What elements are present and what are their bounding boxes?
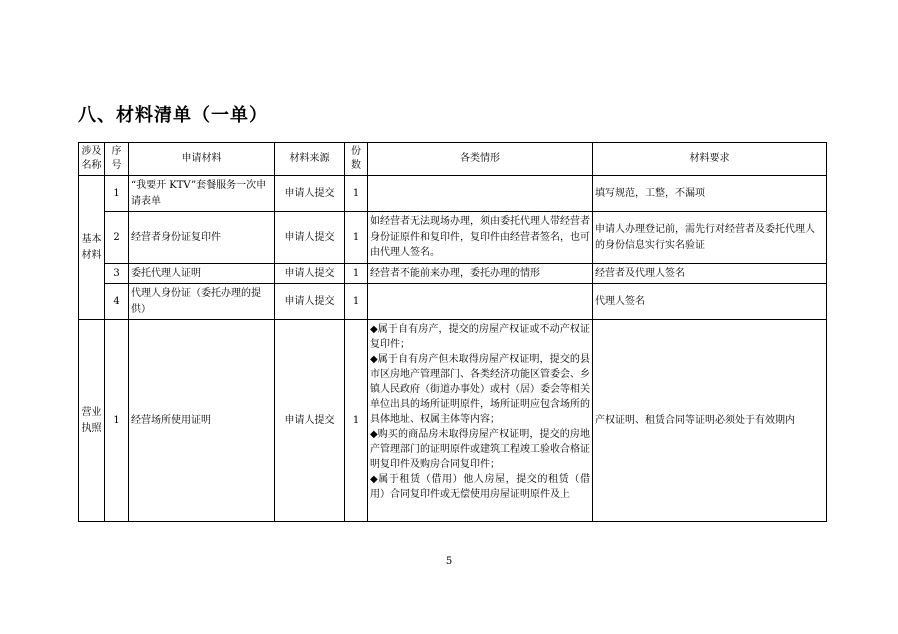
table-row bbox=[79, 320, 827, 522]
copies-cell: 1 bbox=[345, 264, 368, 284]
material-cell: 代理人身份证（委托办理的提供） bbox=[129, 284, 275, 320]
section-heading: 八、材料清单（一单） bbox=[78, 105, 268, 126]
copies-cell: 1 bbox=[345, 284, 368, 320]
situation-item: ◆购买的商品房未取得房屋产权证明，提交的房地产管理部门的证明原件或建筑工程竣工验收合格证明复印件及购房合同复印件； bbox=[370, 429, 590, 470]
situation-cell bbox=[368, 176, 593, 212]
header-requirement: 材料要求 bbox=[593, 143, 827, 176]
table-row bbox=[79, 176, 827, 212]
category-cell-basic: 基本材料 bbox=[79, 176, 105, 320]
situation-cell bbox=[368, 320, 593, 522]
requirement-cell: 产权证明、租赁合同等证明必须处于有效期内 bbox=[593, 320, 827, 522]
source-cell: 申请人提交 bbox=[275, 320, 345, 522]
seq-cell: 1 bbox=[105, 176, 129, 212]
seq-cell: 2 bbox=[105, 212, 129, 264]
table-row bbox=[79, 264, 827, 284]
header-situation: 各类情形 bbox=[368, 143, 593, 176]
situation-cell: 经营者不能前来办理，委托办理的情形 bbox=[368, 264, 593, 284]
situation-cell: 如经营者无法现场办理，须由委托代理人带经营者身份证原件和复印件，复印件由经营者签名，也可由代理人签名。 bbox=[368, 212, 593, 264]
copies-cell: 1 bbox=[345, 176, 368, 212]
situation-item: ◆属于自有房产但未取得房屋产权证明，提交的县市区房地产管理部门、各类经济功能区管委会、乡镇人民政府（街道办事处）或村（居）委会等相关单位出具的场所证明原件，场所证明应包含场所的具体地址、权属主体等内容； bbox=[370, 354, 590, 425]
material-cell: “我要开 KTV”套餐服务一次申请表单 bbox=[129, 176, 275, 212]
header-source: 材料来源 bbox=[275, 143, 345, 176]
header-category: 涉及名称 bbox=[79, 143, 105, 176]
material-cell: 委托代理人证明 bbox=[129, 264, 275, 284]
header-material: 申请材料 bbox=[129, 143, 275, 176]
seq-cell: 3 bbox=[105, 264, 129, 284]
seq-cell: 1 bbox=[105, 320, 129, 522]
source-cell: 申请人提交 bbox=[275, 212, 345, 264]
table-row bbox=[79, 212, 827, 264]
source-cell: 申请人提交 bbox=[275, 176, 345, 212]
table-row bbox=[79, 284, 827, 320]
category-cell-license: 营业执照 bbox=[79, 320, 105, 522]
copies-cell: 1 bbox=[345, 320, 368, 522]
material-cell: 经营者身份证复印件 bbox=[129, 212, 275, 264]
header-copies: 份数 bbox=[345, 143, 368, 176]
copies-cell: 1 bbox=[345, 212, 368, 264]
situation-item: ◆属于租赁（借用）他人房屋，提交的租赁（借用）合同复印件或无偿使用房屋证明原件及上 bbox=[370, 474, 590, 500]
situation-cell bbox=[368, 284, 593, 320]
requirement-cell: 填写规范，工整，不漏项 bbox=[593, 176, 827, 212]
requirement-cell: 代理人签名 bbox=[593, 284, 827, 320]
materials-table bbox=[78, 142, 827, 522]
situation-item: ◆属于自有房产，提交的房屋产权证或不动产权证复印件； bbox=[370, 324, 590, 350]
page-number: 5 bbox=[445, 556, 453, 567]
source-cell: 申请人提交 bbox=[275, 264, 345, 284]
table-header-row bbox=[79, 143, 827, 176]
source-cell: 申请人提交 bbox=[275, 284, 345, 320]
requirement-cell: 经营者及代理人签名 bbox=[593, 264, 827, 284]
header-seq: 序号 bbox=[105, 143, 129, 176]
material-cell: 经营场所使用证明 bbox=[129, 320, 275, 522]
requirement-cell: 申请人办理登记前，需先行对经营者及委托代理人的身份信息实行实名验证 bbox=[593, 212, 827, 264]
seq-cell: 4 bbox=[105, 284, 129, 320]
